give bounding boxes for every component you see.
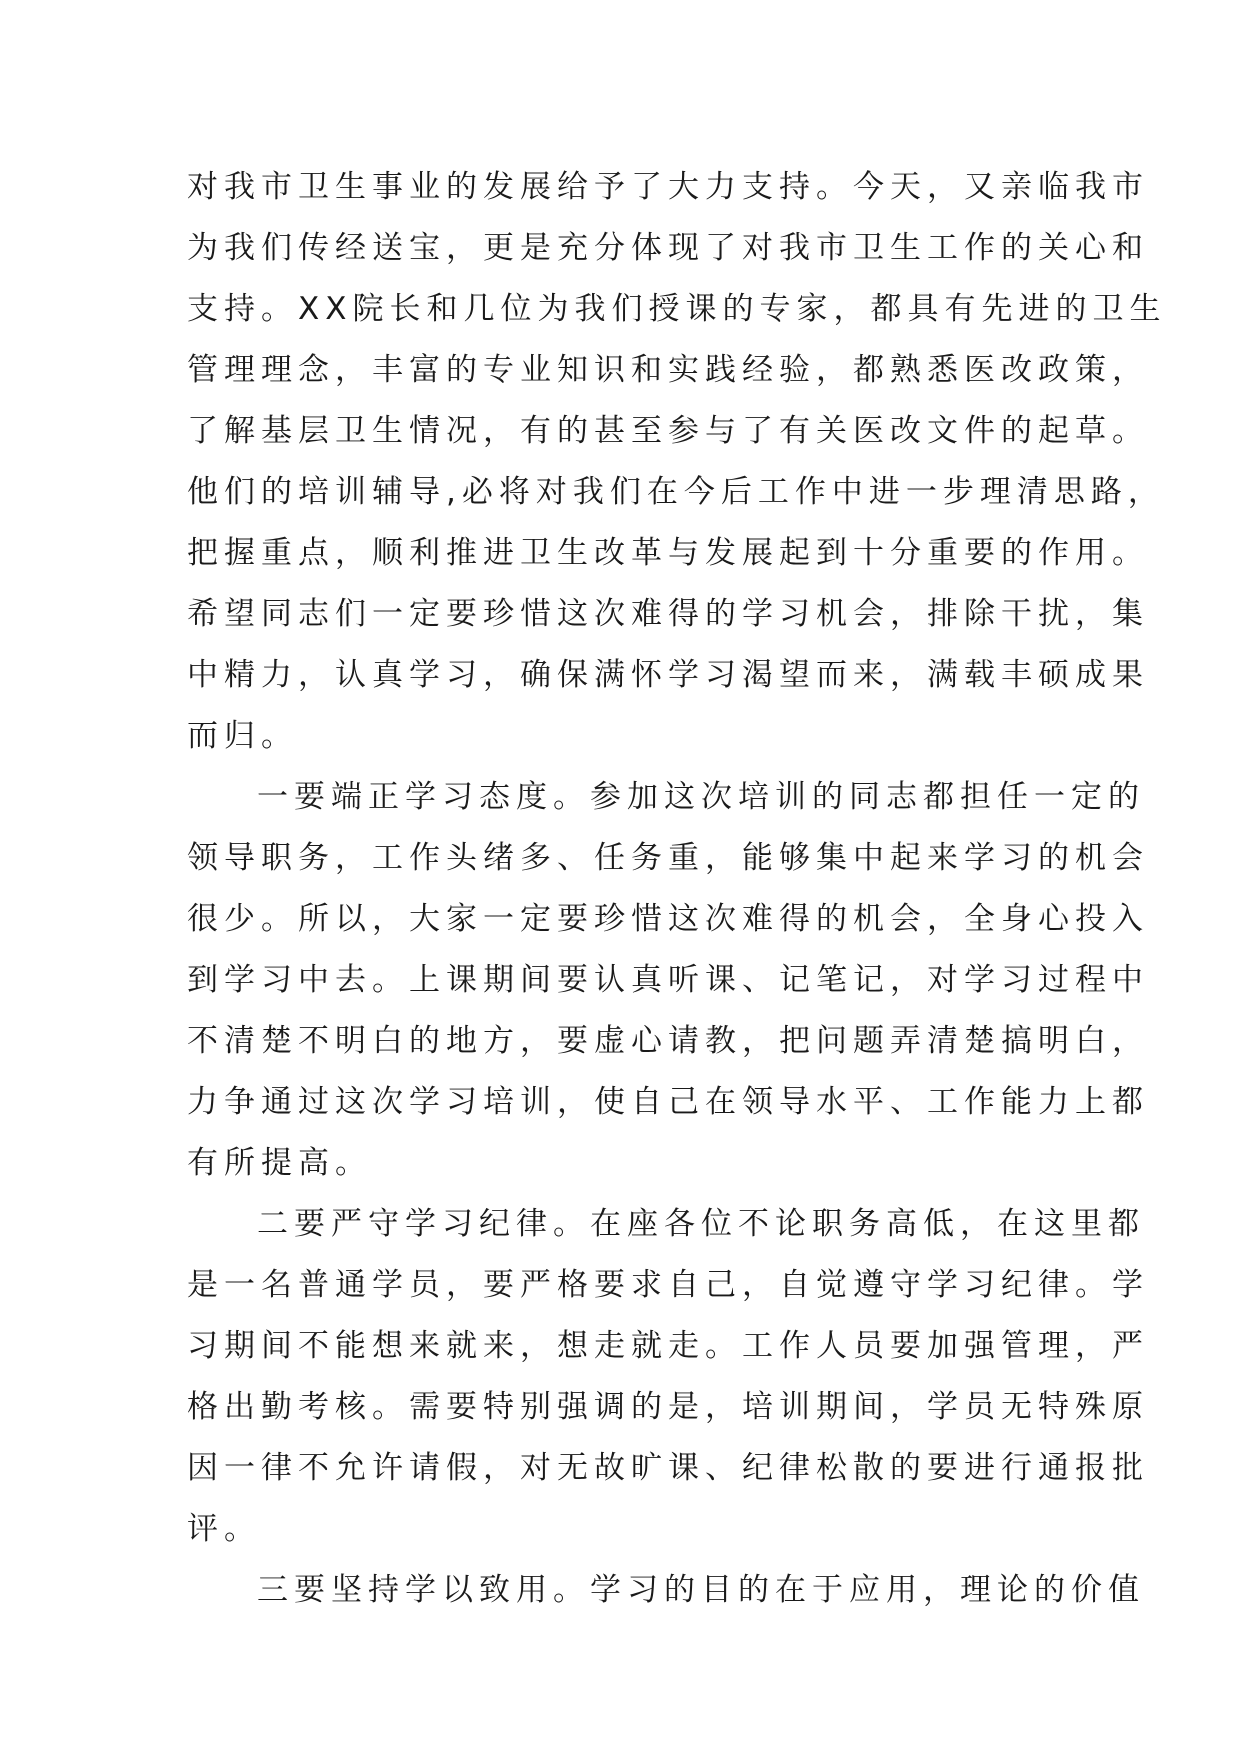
text-line: 评。 bbox=[187, 1511, 261, 1547]
text-line: 习期间不能想来就来，想走就走。工作人员要加强管理，严 bbox=[187, 1328, 1149, 1364]
text-line: 格出勤考核。需要特别强调的是，培训期间，学员无特殊原 bbox=[187, 1389, 1149, 1425]
text-line: 了解基层卫生情况，有的甚至参与了有关医改文件的起草。 bbox=[187, 413, 1149, 449]
text-line: 管理理念，丰富的专业知识和实践经验，都熟悉医改政策， bbox=[187, 352, 1149, 388]
text-line: 有所提高。 bbox=[187, 1145, 372, 1181]
text-line: 对我市卫生事业的发展给予了大力支持。今天，又亲临我市 bbox=[187, 169, 1149, 205]
text-line: 到学习中去。上课期间要认真听课、记笔记，对学习过程中 bbox=[187, 962, 1149, 998]
text-line: 中精力，认真学习，确保满怀学习渴望而来，满载丰硕成果 bbox=[187, 657, 1149, 693]
text-line: 把握重点，顺利推进卫生改革与发展起到十分重要的作用。 bbox=[187, 535, 1149, 571]
text-line: 力争通过这次学习培训，使自己在领导水平、工作能力上都 bbox=[187, 1084, 1149, 1120]
paragraph-first-line: 二要严守学习纪律。在座各位不论职务高低，在这里都 bbox=[257, 1206, 1145, 1242]
text-line: 不清楚不明白的地方，要虚心请教，把问题弄清楚搞明白， bbox=[187, 1023, 1149, 1059]
paragraph-first-line: 三要坚持学以致用。学习的目的在于应用，理论的价值 bbox=[257, 1572, 1145, 1608]
paragraph-first-line: 一要端正学习态度。参加这次培训的同志都担任一定的 bbox=[257, 779, 1145, 815]
text-line: 是一名普通学员，要严格要求自己，自觉遵守学习纪律。学 bbox=[187, 1267, 1149, 1303]
text-line: 很少。所以，大家一定要珍惜这次难得的机会，全身心投入 bbox=[187, 901, 1149, 937]
document-body bbox=[187, 157, 1167, 1621]
text-line: 他们的培训辅导,必将对我们在今后工作中进一步理清思路， bbox=[187, 474, 1165, 510]
text-line: 领导职务，工作头绪多、任务重，能够集中起来学习的机会 bbox=[187, 840, 1149, 876]
text-line: 支持。XX院长和几位为我们授课的专家，都具有先进的卫生 bbox=[187, 291, 1167, 327]
text-line: 为我们传经送宝，更是充分体现了对我市卫生工作的关心和 bbox=[187, 230, 1149, 266]
text-line: 希望同志们一定要珍惜这次难得的学习机会，排除干扰，集 bbox=[187, 596, 1149, 632]
text-line: 而归。 bbox=[187, 718, 298, 754]
text-line: 因一律不允许请假，对无故旷课、纪律松散的要进行通报批 bbox=[187, 1450, 1149, 1486]
